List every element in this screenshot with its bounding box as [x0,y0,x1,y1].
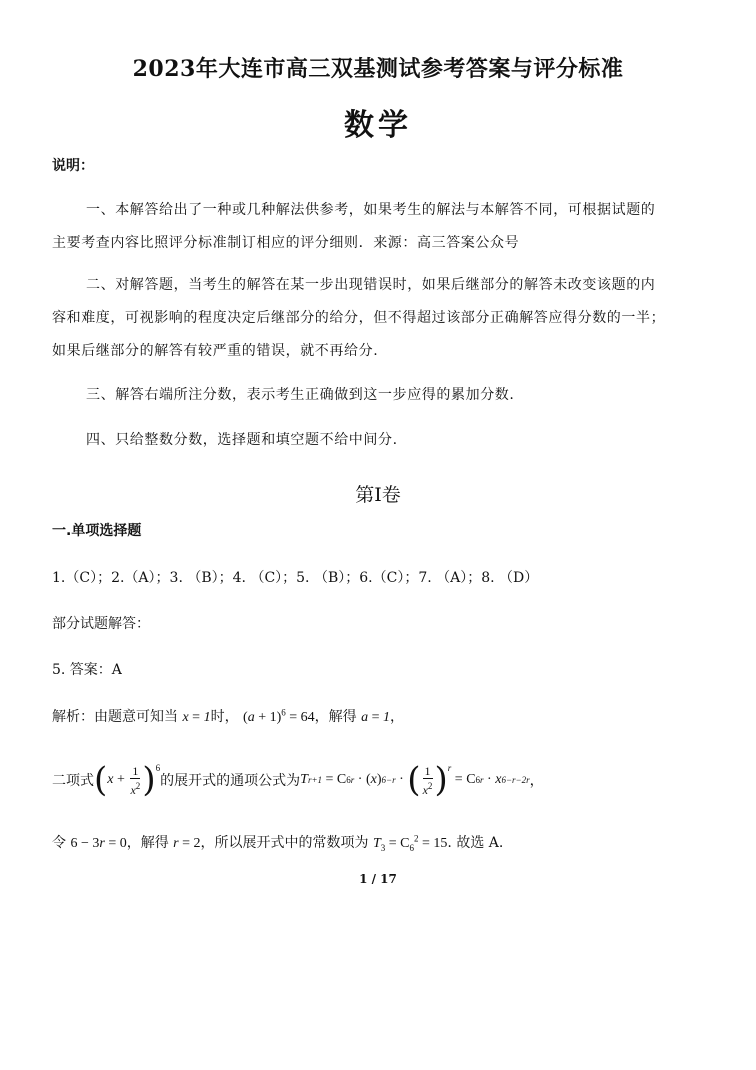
section-title: 第Ⅰ卷 [355,484,401,506]
formula-r-eq-2: r = 2 [173,836,201,851]
note-2-line-3: 如果后继部分的解答有较严重的错误，就不再给分. [52,343,379,359]
note-3: 三、解答右端所注分数，表示考生正确做到这一步应得的累加分数. [86,387,515,403]
formula-a-eq-1: a = 1 [361,710,391,725]
note-4: 四、只给整数分数，选择题和填空题不给中间分. [86,432,398,448]
note-2-line-2: 容和难度，可视影响的程度决定后继部分的给分，但不得超过该部分正确解答应得分数的一半； [52,310,666,326]
section-heading: 一.单项选择题 [52,523,142,539]
solution-line-2: 二项式 ( x + $\frac{1}{x^2}$ ) $^6$ 的展开式的通项公式为 T r+1 = C 6 r · ( x ) 6−r · ( $\frac{1}{x^2}$ ) $^r$ = C 6 r · x 6−r−2r ， [52,760,544,800]
partial-solutions-label: 部分试题解答： [52,616,150,632]
document-title: 2023年大连市高三双基测试参考答案与评分标准 [132,56,624,82]
formula-6-3r-eq-0: 6 − 3r = 0 [70,836,127,851]
notes-label: 说明： [52,158,94,174]
note-1-line-1: 一、本解答给出了一种或几种解法供参考，如果考生的解法与本解答不同，可根据试题的 [86,202,656,218]
formula-x-eq-1: x = 1 [182,710,211,725]
formula-binomial: ( x + $\frac{1}{x^2}$ ) $^6$ [94,760,161,800]
answer-key: 1.（C）；2.（A）；3. （B）；4. （C）；5. （B）；6.（C）；7. （A）；8. （D） [52,570,539,586]
formula-constant-term: $T_3 = C_6^2 = 15$ [372,833,448,853]
subject-title: 数学 [344,108,412,143]
page-number: 1 / 17 [359,872,397,886]
solution-line-1: 解析：由题意可知当 x = 1时， $(a + 1)^6 = 64$，解得 a = 1， [52,707,405,725]
formula-a-plus-1-pow-6: $(a + 1)^6 = 64$ [243,707,315,725]
formula-general-term: T r+1 = C 6 r · ( x ) 6−r · ( $\frac{1}{x^2}$ ) $^r$ = C 6 r · x 6−r−2r [300,760,530,800]
note-1-line-2: 主要考查内容比照评分标准制订相应的评分细则．来源：高三答案公众号 [52,235,520,251]
note-2-line-1: 二、对解答题，当考生的解答在某一步出现错误时，如果后继部分的解答未改变该题的内 [86,277,656,293]
solution-line-3: 令 6 − 3r = 0，解得 r = 2，所以展开式中的常数项为 $T_3 = C_6^2 = 15$. 故选 A. [52,833,504,853]
q5-answer: 5. 答案：A [52,662,122,678]
